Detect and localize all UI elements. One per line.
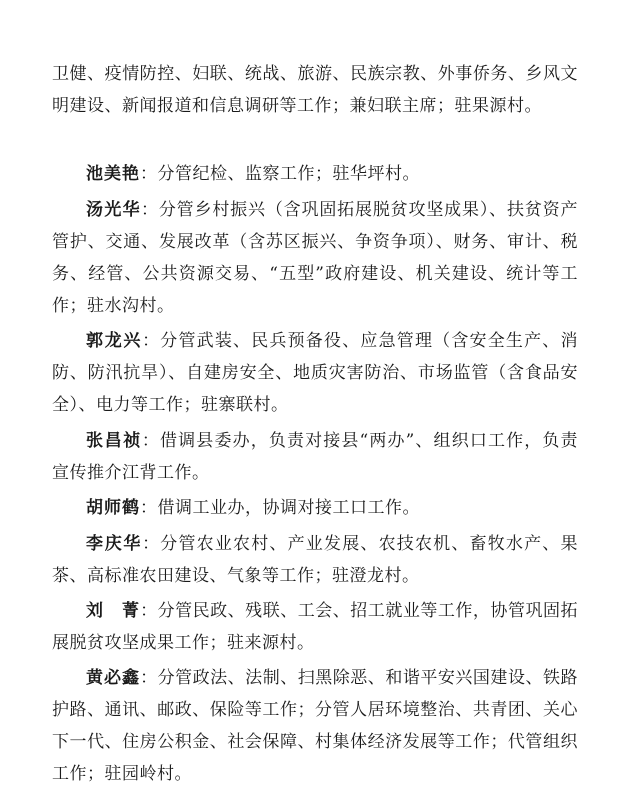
paragraph-text: ：分管纪检、监察工作；驻华坪村。 (140, 164, 420, 184)
person-name: 李庆华 (86, 534, 143, 554)
person-name: 刘 菁 (86, 601, 141, 621)
paragraph-hu-shihe (52, 492, 578, 524)
paragraph-text: ：分管民政、残联、工会、招工就业等工作，协管巩固拓展脱贫攻坚成果工作；驻来源村。 (52, 601, 579, 653)
paragraph-li-qinghua (52, 528, 578, 592)
paragraph-tang-guanghua (52, 194, 578, 322)
person-name: 张昌祯 (86, 431, 142, 451)
paragraph-zhang-changzhen (52, 425, 578, 489)
paragraph-text: 卫健、疫情防控、妇联、统战、旅游、民族宗教、外事侨务、乡风文明建设、新闻报道和信息调研等工作；兼妇联主席；驻果源村。 (52, 64, 578, 116)
person-name: 汤光华 (86, 200, 141, 220)
person-name: 池美艳 (86, 164, 140, 184)
paragraph-text: ：分管政法、法制、扫黑除恶、和谐平安兴国建设、铁路护路、通讯、邮政、保险等工作；分管人居环境整治、共青团、关心下一代、住房公积金、社会保障、村集体经济发展等工作；代管组织工作；驻园岭村。 (52, 668, 579, 784)
paragraph-chi-meiyan (52, 158, 578, 190)
paragraph-text: ：借调县委办，负责对接县“两办”、组织口工作，负责宣传推介江背工作。 (52, 431, 578, 483)
paragraph-huang-bixin (52, 662, 578, 790)
paragraph-guo-longxing (52, 325, 578, 421)
paragraph-text: ：分管乡村振兴（含巩固拓展脱贫攻坚成果）、扶贫资产管护、交通、发展改革（含苏区振兴、争资争项）、财务、审计、税务、经管、公共资源交易、“五型”政府建设、机关建设、统计等工作；驻水沟村。 (52, 200, 578, 316)
person-name: 胡师鹤 (86, 498, 140, 518)
paragraph-liu-jing (52, 595, 578, 659)
paragraph-text: ：分管武装、民兵预备役、应急管理（含安全生产、消防、防汛抗旱）、自建房安全、地质灾害防治、市场监管（含食品安全）、电力等工作；驻寨联村。 (52, 331, 579, 415)
person-name: 黄必鑫 (86, 668, 141, 688)
person-name: 郭龙兴 (86, 331, 143, 351)
paragraph-continued (52, 58, 578, 122)
paragraph-text: ：借调工业办，协调对接工口工作。 (140, 498, 420, 518)
paragraph-text: ：分管农业农村、产业发展、农技农机、畜牧水产、果茶、高标准农田建设、气象等工作；驻澄龙村。 (52, 534, 579, 586)
